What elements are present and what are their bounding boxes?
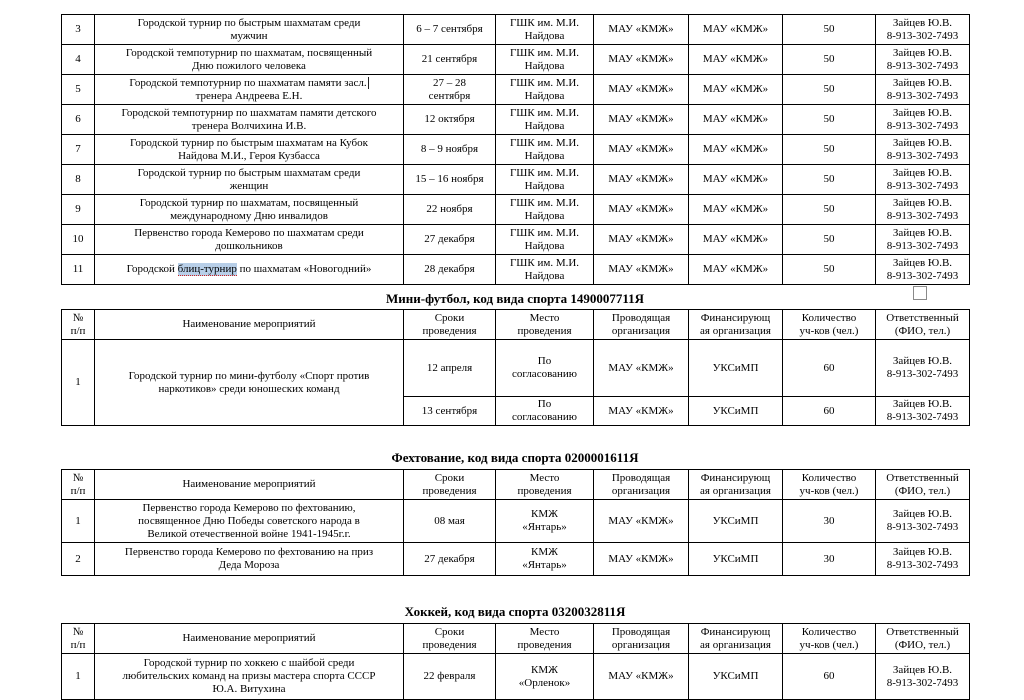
table-row <box>62 165 970 195</box>
cell-count: 50 <box>783 255 876 285</box>
header-dates: Сроки проведения <box>404 624 496 654</box>
cell-dates: 13 сентября <box>404 397 496 426</box>
cell-org: МАУ «КМЖ» <box>594 397 689 426</box>
cell-num: 11 <box>62 255 95 285</box>
text-segment: тренера Андреева Е.Н. <box>195 89 303 102</box>
cell-num: 7 <box>62 135 95 165</box>
text-segment: Городской темпотурнир по шахматам памяти засл. <box>129 76 367 89</box>
cell-fin: УКСиМП <box>689 500 783 543</box>
table-row <box>62 340 970 397</box>
table-row <box>62 45 970 75</box>
header-dates: Сроки проведения <box>404 310 496 340</box>
cell-dates: 12 октября <box>404 105 496 135</box>
cell-resp: Зайцев Ю.В. 8-913-302-7493 <box>876 15 970 45</box>
cell-org: МАУ «КМЖ» <box>594 45 689 75</box>
cell-place: КМЖ «Янтарь» <box>496 500 594 543</box>
header-org: Проводящая организация <box>594 310 689 340</box>
table-row <box>62 135 970 165</box>
header-name: Наименование мероприятий <box>95 470 404 500</box>
cell-org: МАУ «КМЖ» <box>594 225 689 255</box>
header-org: Проводящая организация <box>594 470 689 500</box>
document-page <box>61 0 969 700</box>
cell-name: Городской турнир по шахматам, посвященный международному Дню инвалидов <box>95 195 404 225</box>
cell-num: 9 <box>62 195 95 225</box>
cell-fin: МАУ «КМЖ» <box>689 105 783 135</box>
cell-dates: 08 мая <box>404 500 496 543</box>
cell-fin: УКСиМП <box>689 397 783 426</box>
cell-place: ГШК им. М.И. Найдова <box>496 195 594 225</box>
cell-dates: 12 апреля <box>404 340 496 397</box>
cell-num: 4 <box>62 45 95 75</box>
header-fin: Финансирующ ая организация <box>689 624 783 654</box>
cell-num: 10 <box>62 225 95 255</box>
cell-place: КМЖ «Янтарь» <box>496 543 594 576</box>
cell-name <box>95 75 404 105</box>
cell-name: Городской турнир по быстрым шахматам среди мужчин <box>95 15 404 45</box>
cell-resp: Зайцев Ю.В. 8-913-302-7493 <box>876 45 970 75</box>
header-place: Место проведения <box>496 624 594 654</box>
table-row <box>62 500 970 543</box>
header-resp: Ответственный (ФИО, тел.) <box>876 624 970 654</box>
cell-place: ГШК им. М.И. Найдова <box>496 135 594 165</box>
cell-dates: 8 – 9 ноября <box>404 135 496 165</box>
cell-num: 2 <box>62 543 95 576</box>
table-resize-handle[interactable] <box>913 286 927 300</box>
cell-resp: Зайцев Ю.В. 8-913-302-7493 <box>876 255 970 285</box>
table-row <box>62 15 970 45</box>
cell-name: Городской турнир по мини-футболу «Спорт против наркотиков» среди юношеских команд <box>95 340 404 426</box>
cell-count: 30 <box>783 500 876 543</box>
cell-place: ГШК им. М.И. Найдова <box>496 45 594 75</box>
cell-place: ГШК им. М.И. Найдова <box>496 105 594 135</box>
cell-resp: Зайцев Ю.В. 8-913-302-7493 <box>876 500 970 543</box>
header-name: Наименование мероприятий <box>95 310 404 340</box>
cell-place: ГШК им. М.И. Найдова <box>496 165 594 195</box>
table-row <box>62 543 970 576</box>
cell-org: МАУ «КМЖ» <box>594 255 689 285</box>
cell-dates: 27 – 28 сентября <box>404 75 496 105</box>
cell-name: Первенство города Кемерово по фехтованию на приз Деда Мороза <box>95 543 404 576</box>
header-num: № п/п <box>62 310 95 340</box>
cell-count: 50 <box>783 195 876 225</box>
cell-fin: МАУ «КМЖ» <box>689 165 783 195</box>
cell-dates: 15 – 16 ноября <box>404 165 496 195</box>
cell-org: МАУ «КМЖ» <box>594 75 689 105</box>
cell-name: Городской темпотурнир по шахматам памяти детского тренера Волчихина И.В. <box>95 105 404 135</box>
text-segment: по шахматам «Новогодний» <box>236 263 372 275</box>
table-row <box>62 255 970 285</box>
header-fin: Финансирующ ая организация <box>689 470 783 500</box>
table-header-row <box>62 624 970 654</box>
cell-resp: Зайцев Ю.В. 8-913-302-7493 <box>876 135 970 165</box>
header-org: Проводящая организация <box>594 624 689 654</box>
cell-num: 6 <box>62 105 95 135</box>
header-place: Место проведения <box>496 470 594 500</box>
cell-resp: Зайцев Ю.В. 8-913-302-7493 <box>876 195 970 225</box>
cell-count: 50 <box>783 45 876 75</box>
cell-count: 50 <box>783 165 876 195</box>
cell-org: МАУ «КМЖ» <box>594 195 689 225</box>
cell-name: Первенство города Кемерово по шахматам среди дошкольников <box>95 225 404 255</box>
cell-name <box>95 255 404 285</box>
text-cursor <box>368 77 369 89</box>
cell-count: 60 <box>783 340 876 397</box>
highlighted-text: блиц-турнир <box>177 263 237 275</box>
cell-count: 30 <box>783 543 876 576</box>
cell-resp: Зайцев Ю.В. 8-913-302-7493 <box>876 543 970 576</box>
section-title-fencing: Фехтование, код вида спорта 0200001611Я <box>391 450 639 465</box>
header-num: № п/п <box>62 624 95 654</box>
cell-count: 50 <box>783 15 876 45</box>
cell-fin: МАУ «КМЖ» <box>689 15 783 45</box>
cell-resp: Зайцев Ю.В. 8-913-302-7493 <box>876 105 970 135</box>
cell-org: МАУ «КМЖ» <box>594 135 689 165</box>
cell-name: Первенство города Кемерово по фехтованию, посвященное Дню Победы советского народа в Великой отечественной войне 1941-1945г.г. <box>95 500 404 543</box>
header-count: Количество уч-ков (чел.) <box>783 624 876 654</box>
cell-count: 50 <box>783 135 876 165</box>
cell-fin: МАУ «КМЖ» <box>689 45 783 75</box>
cell-org: МАУ «КМЖ» <box>594 543 689 576</box>
cell-count: 60 <box>783 654 876 700</box>
cell-place: ГШК им. М.И. Найдова <box>496 225 594 255</box>
cell-fin: УКСиМП <box>689 340 783 397</box>
header-name: Наименование мероприятий <box>95 624 404 654</box>
cell-fin: УКСиМП <box>689 543 783 576</box>
section-title-hockey: Хоккей, код вида спорта 0320032811Я <box>404 604 626 619</box>
cell-place: ГШК им. М.И. Найдова <box>496 255 594 285</box>
table-row <box>62 105 970 135</box>
cell-name: Городской турнир по быстрым шахматам на Кубок Найдова М.И., Героя Кузбасса <box>95 135 404 165</box>
cell-resp: Зайцев Ю.В. 8-913-302-7493 <box>876 654 970 700</box>
cell-place: По согласованию <box>496 397 594 426</box>
cell-count: 50 <box>783 225 876 255</box>
cell-fin: МАУ «КМЖ» <box>689 195 783 225</box>
cell-resp: Зайцев Ю.В. 8-913-302-7493 <box>876 165 970 195</box>
cell-place: ГШК им. М.И. Найдова <box>496 75 594 105</box>
cell-num: 3 <box>62 15 95 45</box>
minifootball-table <box>61 309 970 426</box>
table-row <box>62 195 970 225</box>
cell-count: 50 <box>783 75 876 105</box>
cell-resp: Зайцев Ю.В. 8-913-302-7493 <box>876 397 970 426</box>
header-place: Место проведения <box>496 310 594 340</box>
cell-num: 8 <box>62 165 95 195</box>
table-row <box>62 75 970 105</box>
cell-resp: Зайцев Ю.В. 8-913-302-7493 <box>876 225 970 255</box>
cell-org: МАУ «КМЖ» <box>594 654 689 700</box>
section-title-minifootball: Мини-футбол, код вида спорта 1490007711Я <box>386 291 644 306</box>
cell-count: 50 <box>783 105 876 135</box>
cell-fin: МАУ «КМЖ» <box>689 255 783 285</box>
cell-dates: 27 декабря <box>404 543 496 576</box>
cell-org: МАУ «КМЖ» <box>594 340 689 397</box>
cell-place: КМЖ «Орленок» <box>496 654 594 700</box>
table-header-row <box>62 470 970 500</box>
cell-num: 1 <box>62 340 95 426</box>
cell-org: МАУ «КМЖ» <box>594 15 689 45</box>
cell-num: 5 <box>62 75 95 105</box>
cell-resp: Зайцев Ю.В. 8-913-302-7493 <box>876 340 970 397</box>
header-count: Количество уч-ков (чел.) <box>783 310 876 340</box>
header-fin: Финансирующ ая организация <box>689 310 783 340</box>
text-segment: Городской <box>126 263 178 275</box>
cell-org: МАУ «КМЖ» <box>594 500 689 543</box>
cell-name: Городской турнир по быстрым шахматам среди женщин <box>95 165 404 195</box>
cell-place: ГШК им. М.И. Найдова <box>496 15 594 45</box>
header-count: Количество уч-ков (чел.) <box>783 470 876 500</box>
chess-tournaments-table <box>61 14 970 285</box>
cell-fin: МАУ «КМЖ» <box>689 225 783 255</box>
cell-resp: Зайцев Ю.В. 8-913-302-7493 <box>876 75 970 105</box>
cell-org: МАУ «КМЖ» <box>594 165 689 195</box>
table-header-row <box>62 310 970 340</box>
cell-fin: МАУ «КМЖ» <box>689 75 783 105</box>
cell-fin: УКСиМП <box>689 654 783 700</box>
cell-dates: 21 сентября <box>404 45 496 75</box>
cell-name: Городской темпотурнир по шахматам, посвященный Дню пожилого человека <box>95 45 404 75</box>
fencing-table <box>61 469 970 576</box>
cell-dates: 6 – 7 сентября <box>404 15 496 45</box>
cell-dates: 27 декабря <box>404 225 496 255</box>
cell-dates: 28 декабря <box>404 255 496 285</box>
header-resp: Ответственный (ФИО, тел.) <box>876 470 970 500</box>
cell-dates: 22 февраля <box>404 654 496 700</box>
cell-dates: 22 ноября <box>404 195 496 225</box>
cell-place: По согласованию <box>496 340 594 397</box>
table-row <box>62 654 970 700</box>
cell-num: 1 <box>62 654 95 700</box>
cell-count: 60 <box>783 397 876 426</box>
header-num: № п/п <box>62 470 95 500</box>
cell-fin: МАУ «КМЖ» <box>689 135 783 165</box>
hockey-table <box>61 623 970 700</box>
cell-org: МАУ «КМЖ» <box>594 105 689 135</box>
cell-name: Городской турнир по хоккею с шайбой среди любительских команд на призы мастера спорта СССР Ю.А. Витухина <box>95 654 404 700</box>
cell-num: 1 <box>62 500 95 543</box>
table-row <box>62 225 970 255</box>
header-resp: Ответственный (ФИО, тел.) <box>876 310 970 340</box>
header-dates: Сроки проведения <box>404 470 496 500</box>
